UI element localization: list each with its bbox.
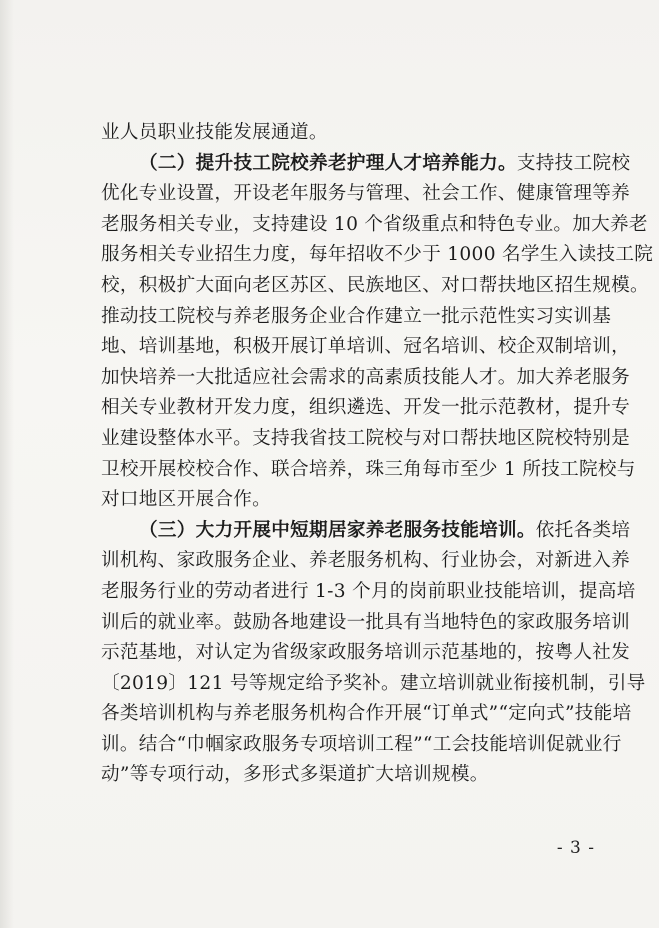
line-segment: 服务相关专业招生力度，每年招收不少于 1000 名学生入读技工院 bbox=[101, 244, 654, 266]
line-segment: 训机构、家政服务企业、养老服务机构、行业协会，对新进入养 bbox=[101, 550, 631, 572]
line-segment: 动”等专项行动，多形式多渠道扩大培训规模。 bbox=[101, 764, 489, 786]
line-segment: 训后的就业率。鼓励各地建设一批具有当地特色的家政服务培训 bbox=[101, 611, 631, 633]
section-heading: （二）提升技工院校养老护理人才培养能力。 bbox=[139, 152, 517, 174]
text-line bbox=[101, 240, 654, 271]
text-line bbox=[101, 118, 593, 149]
line-segment: 卫校开展校校合作、联合培养，珠三角每市至少 1 所技工院校与 bbox=[101, 458, 636, 480]
line-segment: 业建设整体水平。支持我省技工院校与对口帮扶地区院校特别是 bbox=[101, 427, 631, 449]
line-segment: 优化专业设置，开设老年服务与管理、社会工作、健康管理等养 bbox=[101, 183, 631, 205]
line-segment: 加快培养一大批适应社会需求的高素质技能人才。加大养老服务 bbox=[101, 366, 631, 388]
text-line bbox=[101, 669, 646, 700]
line-segment: 示范基地，对认定为省级家政服务培训示范基地的，按粤人社发 bbox=[101, 642, 631, 664]
line-segment: 〔2019〕121 号等规定给予奖补。建立培训就业衔接机制，引导 bbox=[101, 672, 646, 694]
line-segment: 推动技工院校与养老服务企业合作建立一批示范性实习实训基 bbox=[101, 305, 612, 327]
text-line bbox=[101, 699, 632, 730]
text-line bbox=[101, 363, 631, 394]
text-line bbox=[101, 149, 631, 180]
line-segment: 业人员职业技能发展通道。 bbox=[101, 122, 328, 143]
line-segment: 相关专业教材开发力度，组织遴选、开发一批示范教材，提升专 bbox=[101, 397, 631, 419]
text-line bbox=[101, 424, 631, 455]
text-line bbox=[101, 332, 631, 363]
text-line bbox=[101, 179, 631, 210]
text-line bbox=[101, 455, 636, 486]
line-segment: 地、培训基地，积极开展订单培训、冠名培训、校企双制培训， bbox=[101, 336, 631, 358]
text-line bbox=[101, 271, 649, 302]
line-segment: 支持技工院校 bbox=[516, 152, 631, 174]
text-line bbox=[101, 730, 622, 761]
line-segment: 校，积极扩大面向老区苏区、民族地区、对口帮扶地区招生规模。 bbox=[101, 274, 649, 296]
text-line bbox=[101, 485, 593, 516]
text-line bbox=[101, 608, 631, 639]
line-segment: 对口地区开展合作。 bbox=[101, 489, 272, 511]
line-segment: 老服务行业的劳动者进行 1-3 个月的岗前职业技能培训，提高培 bbox=[101, 580, 636, 602]
text-line bbox=[101, 760, 593, 791]
text-line bbox=[101, 546, 631, 577]
text-line bbox=[101, 302, 612, 333]
page-number: - 3 - bbox=[556, 838, 595, 858]
text-line bbox=[101, 210, 648, 241]
scan-edge-shadow bbox=[0, 0, 14, 928]
section-heading: （三）大力开展中短期居家养老服务技能培训。 bbox=[139, 519, 536, 541]
body-text bbox=[101, 118, 654, 791]
line-segment: 老服务相关专业，支持建设 10 个省级重点和特色专业。加大养老 bbox=[101, 213, 648, 235]
line-segment: 训。结合“巾帼家政服务专项培训工程”“工会技能培训促就业行 bbox=[101, 733, 622, 755]
line-segment: 依托各类培 bbox=[535, 519, 631, 541]
text-line bbox=[101, 516, 631, 547]
line-segment: 各类培训机构与养老服务机构合作开展“订单式”“定向式”技能培 bbox=[101, 703, 632, 725]
text-line bbox=[101, 577, 636, 608]
text-line bbox=[101, 393, 631, 424]
text-line bbox=[101, 638, 631, 669]
